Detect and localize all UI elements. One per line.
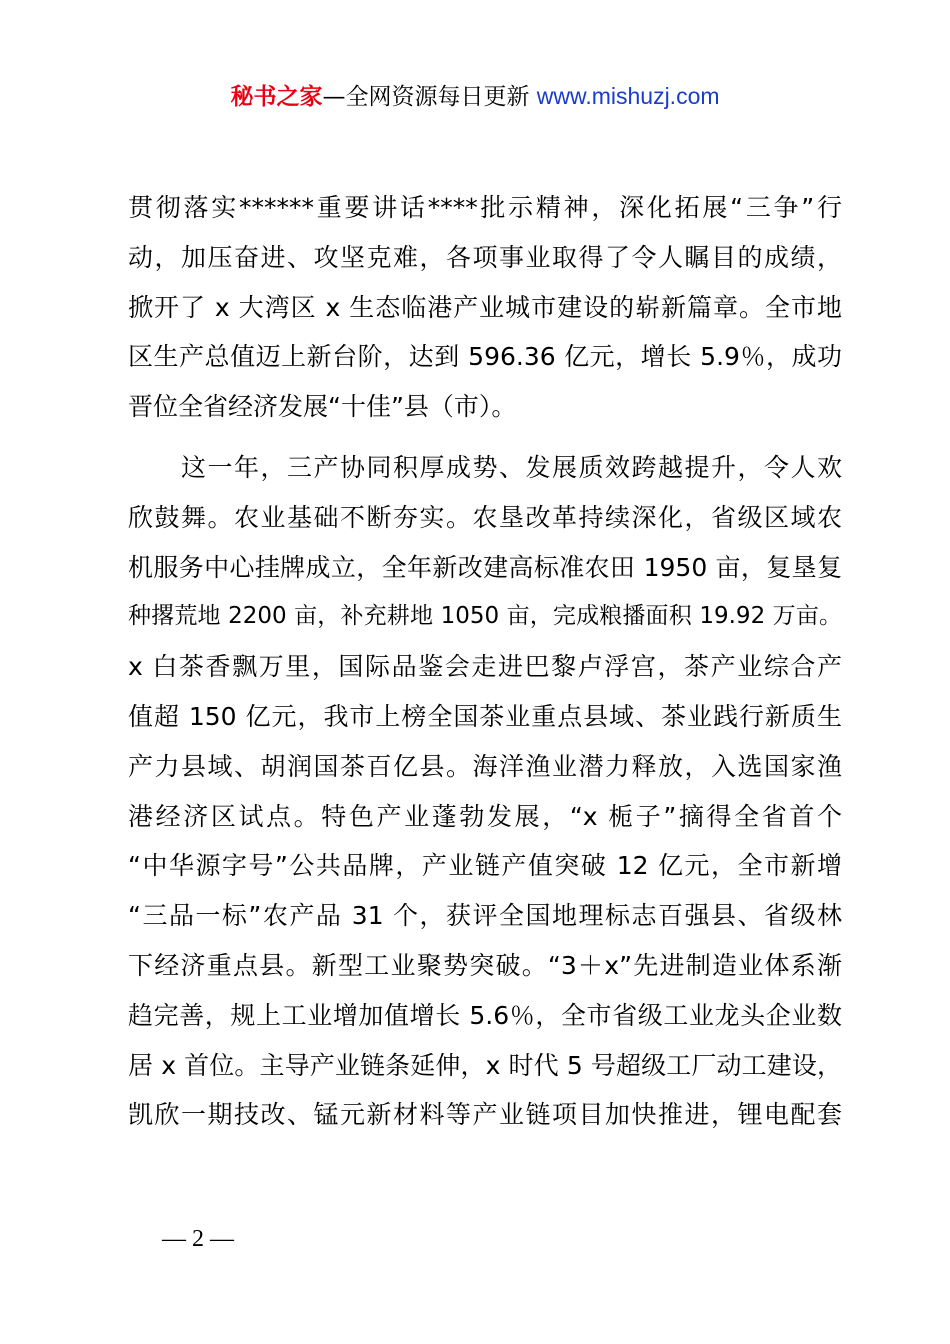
- text-line: x 白茶香飘万里，国际品鉴会走进巴黎卢浮宫，茶产业综合产: [128, 652, 842, 682]
- text-line: 产力县域、胡润国茶百亿县。海洋渔业潜力释放，入选国家渔: [128, 751, 842, 781]
- text-line: “中华源字号”公共品牌，产业链产值突破 12 亿元，全市新增: [128, 851, 842, 881]
- paragraph: [128, 443, 842, 1140]
- paragraph: [128, 183, 842, 432]
- text-line: “三品一标”农产品 31 个，获评全国地理标志百强县、省级林: [128, 901, 842, 931]
- text-line: 掀开了 x 大湾区 x 生态临港产业城市建设的崭新篇章。全市地: [128, 292, 842, 322]
- text-line: 下经济重点县。新型工业聚势突破。“3＋x”先进制造业体系渐: [128, 950, 842, 980]
- text-line: 机服务中心挂牌成立，全年新改建高标准农田 1950 亩，复垦复: [128, 552, 842, 582]
- paragraph-spacer: [128, 432, 842, 443]
- text-line: 凯欣一期技改、锰元新材料等产业链项目加快推进，锂电配套: [128, 1100, 842, 1130]
- document-body: [128, 183, 842, 1140]
- text-line: 这一年，三产协同积厚成势、发展质效跨越提升，令人欢: [128, 452, 842, 482]
- text-line: 欣鼓舞。农业基础不断夯实。农垦改革持续深化，省级区域农: [128, 502, 842, 532]
- page-number: — 2 —: [162, 1226, 234, 1252]
- page-header: [0, 80, 950, 113]
- text-line: 区生产总值迈上新台阶，达到 596.36 亿元，增长 5.9％，成功: [128, 342, 842, 372]
- site-brand: 秘书之家: [230, 84, 323, 110]
- text-line: 晋位全省经济发展“十佳”县（市）。: [128, 392, 517, 422]
- text-line: 动，加压奋进、攻坚克难，各项事业取得了令人瞩目的成绩，: [128, 242, 842, 272]
- text-line: 种撂荒地 2200 亩，补充耕地 1050 亩，完成粮播面积 19.92 万亩。: [128, 603, 842, 630]
- text-line: 居 x 首位。主导产业链条延伸，x 时代 5 号超级工厂动工建设，: [128, 1050, 842, 1080]
- text-line: 贯彻落实******重要讲话****批示精神，深化拓展“三争”行: [128, 193, 842, 222]
- text-line: 港经济区试点。特色产业蓬勃发展，“x 栀子”摘得全省首个: [128, 801, 842, 831]
- text-line: 值超 150 亿元，我市上榜全国茶业重点县域、茶业践行新质生: [128, 701, 842, 731]
- site-url[interactable]: www.mishuzj.com: [536, 83, 720, 109]
- site-slogan: —全网资源每日更新: [322, 84, 537, 110]
- text-line: 趋完善，规上工业增加值增长 5.6％，全市省级工业龙头企业数: [128, 1000, 842, 1030]
